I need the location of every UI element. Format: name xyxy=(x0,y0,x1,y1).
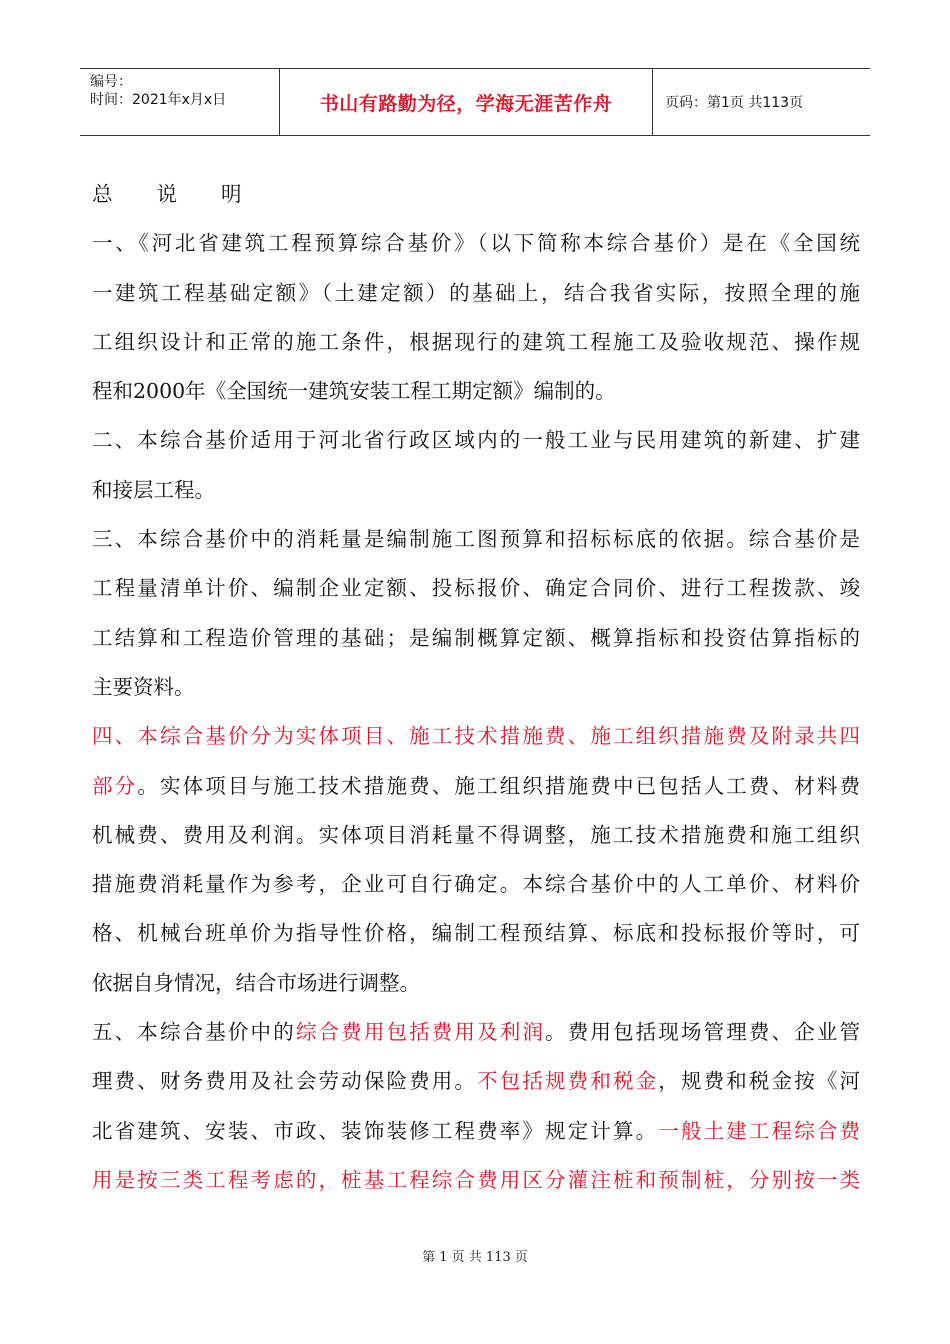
highlighted-text: 用是按三类工程考虑的，桩基工程综合费用区分灌注桩和预制桩，分别按一类 xyxy=(92,1167,860,1192)
header-motto: 书山有路勤为径，学海无涯苦作舟 xyxy=(280,69,653,135)
body-text: 工结算和工程造价管理的基础；是编制概算定额、概算指标和投资估算指标的 xyxy=(92,625,860,650)
body-text: 一、《河北省建筑工程预算综合基价》（以下简称本综合基价）是在《全国统 xyxy=(92,231,860,256)
header-page-info: 页码：第1页 共113页 xyxy=(665,95,804,111)
text-line xyxy=(92,367,860,416)
text-line xyxy=(92,1156,860,1205)
highlighted-text: 部分 xyxy=(92,773,138,798)
body-text: 格、机械台班单价为指导性价格，编制工程预结算、标底和投标报价等时，可 xyxy=(92,921,860,946)
body-text: 三、本综合基价中的消耗量是编制施工图预算和招标标底的依据。综合基价是 xyxy=(92,527,860,552)
body-text: 五、本综合基价中的 xyxy=(92,1020,296,1045)
title-char: 明 xyxy=(221,182,242,206)
body-text: ，规费和税金按《河 xyxy=(658,1069,861,1094)
highlighted-text: 不包括规费和税金 xyxy=(477,1069,659,1094)
body-text: 主要资料。 xyxy=(92,674,195,699)
highlighted-text: 综合费用包括费用及利润 xyxy=(295,1020,546,1045)
text-line xyxy=(92,909,860,958)
text-line xyxy=(92,614,860,663)
body-text: 和接层工程。 xyxy=(92,477,215,502)
text-line xyxy=(92,416,860,465)
section-title xyxy=(92,170,860,219)
body-text: 措施费消耗量作为参考，企业可自行确定。本综合基价中的人工单价、材料价 xyxy=(92,872,860,897)
text-line xyxy=(92,219,860,268)
text-line xyxy=(92,1008,860,1057)
text-line xyxy=(92,663,860,712)
body-text: 北省建筑、安装、市政、装饰装修工程费率》规定计算。 xyxy=(92,1118,659,1143)
header-meta xyxy=(80,69,280,135)
highlighted-text: 四、本综合基价分为实体项目、施工技术措施费、施工组织措施费及附录共四 xyxy=(92,724,860,749)
page-footer: 第 1 页 共 113 页 xyxy=(422,1250,528,1265)
text-line xyxy=(92,959,860,1008)
document-header xyxy=(80,68,870,136)
body-text: 。实体项目与施工技术措施费、施工组织措施费中已包括人工费、材料费 xyxy=(137,773,861,798)
body-text: 程和2000年《全国统一建筑安装工程工期定额》编制的。 xyxy=(92,379,616,404)
text-line xyxy=(92,269,860,318)
text-line xyxy=(92,1057,860,1106)
text-line xyxy=(92,1107,860,1156)
highlighted-text: 一般土建工程综合费 xyxy=(658,1118,861,1143)
text-line xyxy=(92,811,860,860)
text-line xyxy=(92,762,860,811)
title-char: 说 xyxy=(156,182,177,206)
document-body xyxy=(92,170,860,1205)
title-char: 总 xyxy=(92,182,113,206)
text-line xyxy=(92,564,860,613)
text-line xyxy=(92,712,860,761)
text-line xyxy=(92,466,860,515)
body-text: 机械费、费用及利润。实体项目消耗量不得调整，施工技术措施费和施工组织 xyxy=(92,822,860,847)
number-label: 编号： xyxy=(90,74,132,90)
body-text: 二、本综合基价适用于河北省行政区域内的一般工业与民用建筑的新建、扩建 xyxy=(92,428,860,453)
body-text: 工程量清单计价、编制企业定额、投标报价、确定合同价、进行工程拨款、竣 xyxy=(92,576,860,601)
body-text: 工组织设计和正常的施工条件，根据现行的建筑工程施工及验收规范、操作规 xyxy=(92,329,860,354)
body-text: 依据自身情况，结合市场进行调整。 xyxy=(92,970,420,995)
time-label: 时间：2021年x月x日 xyxy=(90,92,227,108)
body-text: 一建筑工程基础定额》（土建定额）的基础上，结合我省实际，按照全理的施 xyxy=(92,280,860,305)
body-text: 。费用包括现场管理费、企业管 xyxy=(545,1020,861,1045)
text-line xyxy=(92,318,860,367)
text-line xyxy=(92,860,860,909)
text-line xyxy=(92,515,860,564)
body-text: 理费、财务费用及社会劳动保险费用。 xyxy=(92,1069,478,1094)
